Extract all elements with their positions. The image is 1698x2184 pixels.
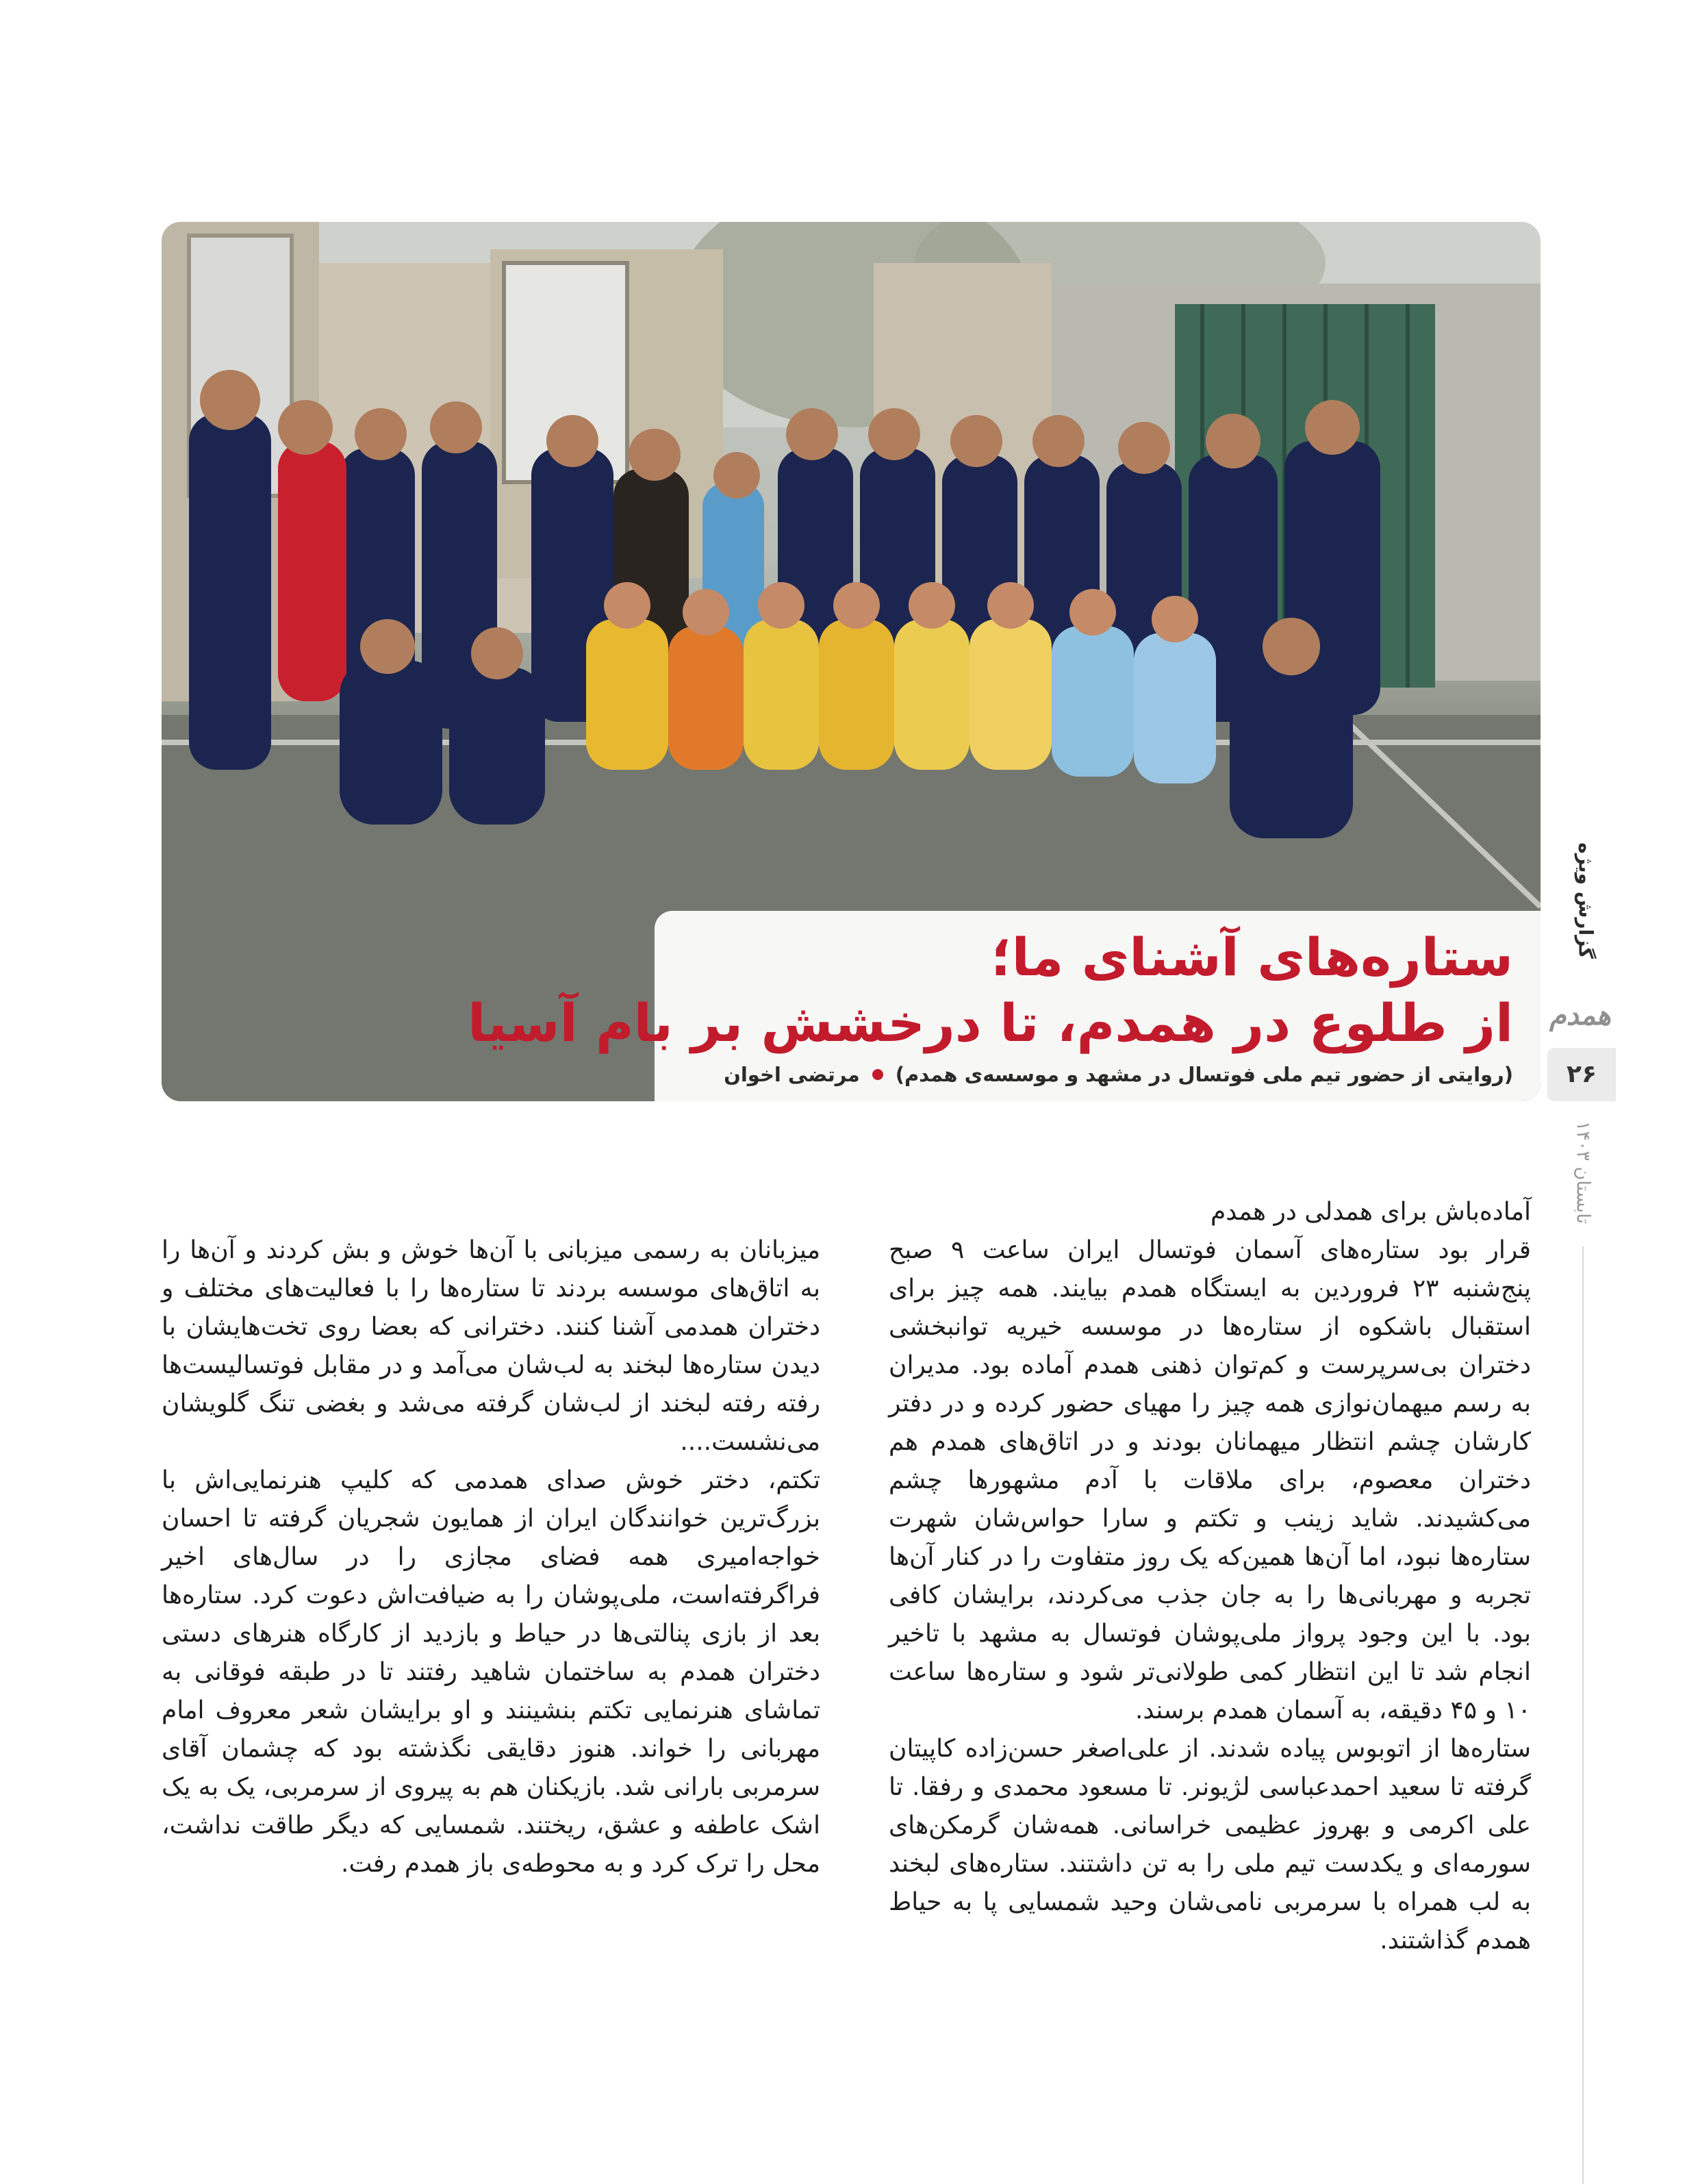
- article-title-line-2: از طلوع در همدم، تا درخشش بر بام آسیا: [468, 992, 1513, 1053]
- bullet-dot-icon: [872, 1069, 883, 1080]
- team-photo: [162, 222, 1541, 1101]
- title-box: [468, 911, 1541, 1101]
- article-title-line-1: ستاره‌های آشنای ما؛: [991, 927, 1513, 988]
- paragraph: ستاره‌ها از اتوبوس پیاده شدند. از علی‌اصغر حسن‌زاده کاپیتان گرفته تا سعید احمدعباسی لژیونر. تا مسعود محمدی و رفقا. تا علی اکرمی و بهروز عظیمی خراسانی. همه‌شان گرمکن‌های سورمه‌ای و یکدست تیم ملی را به تن داشتند. ستاره‌های لبخند به لب همراه با سرمربی نامی‌شان وحید شمسایی پا به حیاط همدم گذاشتند.: [889, 1735, 1531, 1955]
- subsection-heading: آماده‌باش برای همدلی در همدم: [1211, 1198, 1531, 1226]
- article-subtitle: (روایتی از حضور تیم ملی فوتسال در مشهد و موسسه‌ی همدم): [895, 1063, 1513, 1086]
- paragraph: تکتم، دختر خوش صدای همدمی که کلیپ هنرنمایی‌اش با بزرگ‌ترین خوانندگان ایران از همایون شجریان گرفته تا احسان خواجه‌امیری همه فضای مجازی را در سال‌های اخیر فراگرفته‌است، ملی‌پوشان را به ضیافت‌اش دعوت کرد. ستاره‌ها بعد از بازی پنالتی‌ها در حیاط و بازدید از کارگاه هنرهای دستی دختران همدم به ساختمان شاهید رفتند تا در طبقه فوقانی به تماشای هنرنمایی تکتم بنشینند و او برایشان شعر معروف امام مهربانی را خواند. هنوز دقایقی نگذشته بود که چشمان آقای سرمربی بارانی شد. بازیکنان هم به پیروی از سرمربی، یک به یک اشک عاطفه و عشق، ریختند. شمسایی که دیگر طاقت نداشت، محل را ترک کرد و به محوطه‌ی باز همدم رفت.: [162, 1466, 820, 1878]
- section-label: [1572, 842, 1599, 959]
- issue-label: [1569, 1118, 1597, 1227]
- author-name: مرتضی اخوان: [724, 1063, 860, 1086]
- byline: [724, 1063, 1513, 1086]
- article-column-right: [889, 1193, 1531, 1960]
- issue-label-text: تابستان ۱۴۰۳: [1572, 1120, 1594, 1225]
- article-column-left: [162, 1231, 820, 1883]
- section-label-text: گزارش ویژه: [1574, 842, 1597, 959]
- margin-rule: [1582, 1246, 1584, 2184]
- brand-logo: همدم: [1549, 1000, 1611, 1031]
- page-number: ۲۶: [1547, 1048, 1616, 1101]
- paragraph: میزبانان به رسمی میزبانی با آن‌ها خوش و بش کردند و آن‌ها را به اتاق‌های موسسه بردند تا ستاره‌ها را با فعالیت‌های مختلف و دختران همدمی آشنا کنند. دخترانی که بعضا روی تخت‌هایشان با دیدن ستاره‌ها لبخند به لب‌شان می‌آمد و در مقابل فوتسالیست‌ها رفته رفته لبخند از لب‌شان گرفته می‌شد و بغضی تنگ گلویشان می‌نشست....: [162, 1236, 820, 1456]
- paragraph: قرار بود ستاره‌های آسمان فوتسال ایران ساعت ۹ صبح پنج‌شنبه ۲۳ فروردین به ایستگاه همدم بیایند. همه چیز برای استقبال باشکوه از ستاره‌ها در موسسه خیریه توانبخشی دختران بی‌سرپرست و کم‌توان ذهنی همدم آماده بود. مدیران به رسم میهمان‌نوازی همه چیز را مهیای حضور کرده و در دفتر کارشان چشم انتظار میهمانان بودند و در اتاق‌های همدم هم دختران معصوم، برای ملاقات با آدم مشهورها چشم می‌کشیدند. شاید زینب و تکتم و سارا حواس‌شان شهرت ستاره‌ها نبود، اما آن‌ها همین‌که یک روز متفاوت را در کنار آن‌ها تجربه و مهربانی‌ها را به جان جذب می‌کردند، برایشان کافی بود. با این وجود پرواز ملی‌پوشان فوتسال به مشهد با تاخیر انجام شد تا این انتظار کمی طولانی‌تر شود و ستاره‌ها ساعت ۱۰ و ۴۵ دقیقه، به آسمان همدم برسند.: [889, 1236, 1531, 1724]
